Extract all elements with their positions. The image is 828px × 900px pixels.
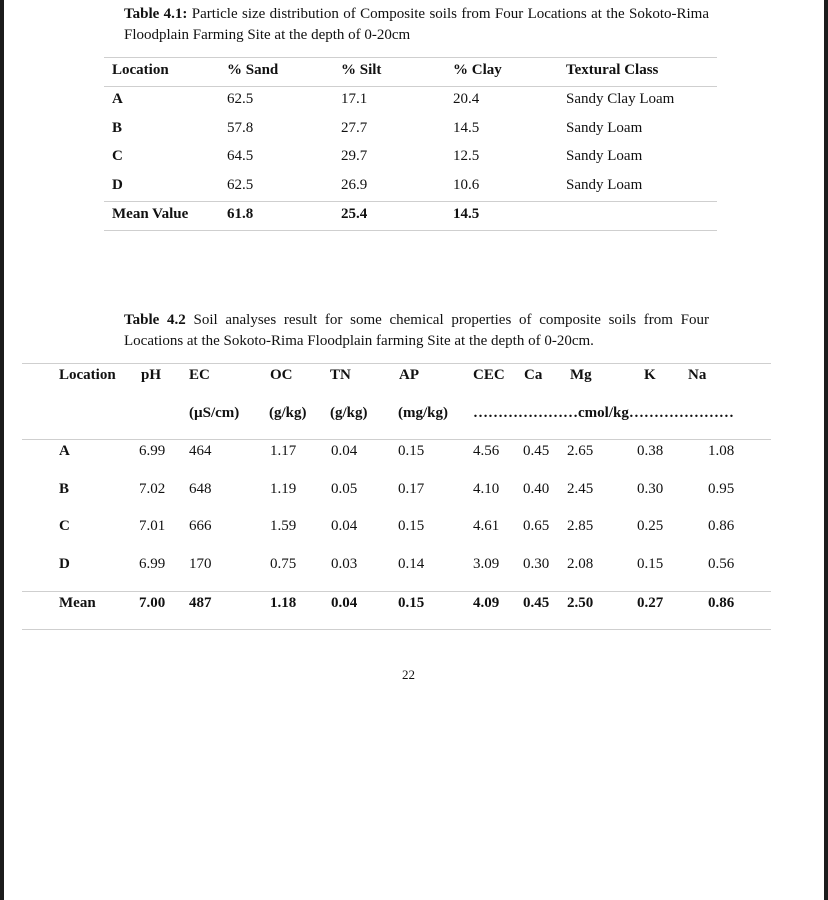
table-4-1-cell: Sandy Loam [566, 120, 643, 136]
table-4-2-cell: D [59, 556, 70, 572]
table-4-1-caption [124, 4, 709, 46]
table-4-1-cell: A [112, 91, 123, 107]
table-4-2-cell: 6.99 [139, 556, 166, 572]
table-4-2-mean-cell: 0.15 [398, 595, 425, 611]
table-4-2-cell: 0.25 [637, 518, 664, 534]
table-4-2-mean-cell: 0.04 [331, 595, 358, 611]
table-4-1-cell: 62.5 [227, 91, 254, 107]
table-4-2-mean-cell: Mean [59, 595, 96, 611]
table-4-2-cell: 0.15 [398, 443, 425, 459]
table-4-1-mean-cell: Mean Value [112, 206, 189, 222]
table-4-1-cell: 29.7 [341, 148, 368, 164]
table-4-2-unit-cell: (g/kg) [269, 405, 307, 421]
table-4-2-mean-cell: 0.45 [523, 595, 550, 611]
table-4-1-mean-cell: 61.8 [227, 206, 254, 222]
table-4-1-cell: 14.5 [453, 120, 480, 136]
table-4-1-cell: 12.5 [453, 148, 480, 164]
table-4-2-cell: A [59, 443, 70, 459]
table-4-2-mean-cell: 7.00 [139, 595, 166, 611]
table-4-2-cell: 7.02 [139, 481, 166, 497]
table-4-2-mean-cell: 1.18 [270, 595, 297, 611]
table-4-1-cell: 20.4 [453, 91, 480, 107]
table-4-2-cell: 1.17 [270, 443, 297, 459]
table-4-2-cell: 6.99 [139, 443, 166, 459]
table-4-1-cell: 64.5 [227, 148, 254, 164]
table-4-1-cell: 17.1 [341, 91, 368, 107]
table-4-2-header-cell: AP [399, 367, 419, 383]
table-4-2-header-cell: CEC [473, 367, 505, 383]
table-4-2-mean-cell: 0.27 [637, 595, 664, 611]
table-4-2-cell: 0.17 [398, 481, 425, 497]
table-4-2-bottom-rule [22, 629, 771, 630]
table-4-1-cell: 27.7 [341, 120, 368, 136]
table-4-2-cell: 0.38 [637, 443, 664, 459]
table-4-1-cell: C [112, 148, 123, 164]
table-4-1-cell: 62.5 [227, 177, 254, 193]
table-4-2-cell: 0.03 [331, 556, 358, 572]
table-4-2-header-rule [22, 439, 771, 440]
table-4-2-cell: 0.65 [523, 518, 550, 534]
table-4-2-cell: 1.08 [708, 443, 735, 459]
table-4-2-cell: 2.65 [567, 443, 594, 459]
table-4-2-cell: 4.61 [473, 518, 500, 534]
table-4-1-cell: Sandy Clay Loam [566, 91, 675, 107]
table-4-2-cell: 0.15 [637, 556, 664, 572]
table-4-2-cell: 0.04 [331, 518, 358, 534]
table-4-2-mean-cell: 2.50 [567, 595, 594, 611]
table-4-2-mean-rule [22, 591, 771, 592]
table-4-2-cell: 0.15 [398, 518, 425, 534]
table-4-1-bottom-rule [104, 230, 717, 231]
table-4-2-cell: 0.86 [708, 518, 735, 534]
table-4-1-cell: D [112, 177, 123, 193]
table-4-2-cell: 0.95 [708, 481, 735, 497]
table-4-1-header-cell: Textural Class [566, 62, 659, 78]
table-4-1-mean-rule [104, 201, 717, 202]
table-4-2-cell: 0.56 [708, 556, 735, 572]
table-4-2-cell: 7.01 [139, 518, 166, 534]
table-4-2-cell: 170 [189, 556, 212, 572]
table-4-2-cell: 0.40 [523, 481, 550, 497]
table-4-2-header-cell: K [644, 367, 656, 383]
table-4-2-mean-cell: 0.86 [708, 595, 735, 611]
table-4-2-header-cell: Location [59, 367, 116, 383]
table-4-1-cell: 57.8 [227, 120, 254, 136]
table-4-1-header-cell: % Silt [341, 62, 382, 78]
table-4-2-cell: 4.10 [473, 481, 500, 497]
table-4-2-header-cell: Ca [524, 367, 543, 383]
table-4-1-cell: 10.6 [453, 177, 480, 193]
table-4-2-top-rule [22, 363, 771, 364]
table-4-2-cell: 0.14 [398, 556, 425, 572]
table-4-1-mean-cell: 25.4 [341, 206, 368, 222]
table-4-2-caption-text: Soil analyses result for some chemical properties of composite soils from Four Locations at the Sokoto-Rima Floodplain farming Site at the depth of 0-20cm. [124, 312, 709, 349]
table-4-1-top-rule [104, 57, 717, 58]
table-4-2-header-cell: Na [688, 367, 707, 383]
table-4-2-unit-cell: (µS/cm) [189, 405, 240, 421]
table-4-2-cell: 0.30 [637, 481, 664, 497]
table-4-2-cell: 2.45 [567, 481, 594, 497]
table-4-1-mean-cell: 14.5 [453, 206, 480, 222]
table-4-2-cell: 0.75 [270, 556, 297, 572]
table-4-2-cell: 1.59 [270, 518, 297, 534]
table-4-1-cell: Sandy Loam [566, 177, 643, 193]
table-4-1-cell: 26.9 [341, 177, 368, 193]
table-4-2-unit-cell: (g/kg) [330, 405, 368, 421]
table-4-1-header-cell: Location [112, 62, 169, 78]
table-4-2-cell: 0.05 [331, 481, 358, 497]
table-4-1-header-rule [104, 86, 717, 87]
table-4-2-header-cell: EC [189, 367, 210, 383]
table-4-2-cell: B [59, 481, 70, 497]
table-4-2-cell: C [59, 518, 70, 534]
page-number: 22 [402, 667, 415, 682]
table-4-2-cell: 0.30 [523, 556, 550, 572]
table-4-1-label: Table 4.1: [124, 6, 188, 22]
table-4-2-unit-cell: …………………cmol/kg………………… [473, 405, 734, 421]
table-4-1-cell: B [112, 120, 123, 136]
table-4-2-cell: 2.08 [567, 556, 594, 572]
table-4-2-cell: 4.56 [473, 443, 500, 459]
table-4-2-cell: 0.45 [523, 443, 550, 459]
table-4-2-label: Table 4.2 [124, 312, 186, 328]
table-4-1-header-cell: % Clay [453, 62, 502, 78]
document-page [4, 0, 824, 900]
table-4-2-caption [124, 310, 709, 352]
table-4-2-cell: 3.09 [473, 556, 500, 572]
table-4-2-unit-cell: (mg/kg) [398, 405, 448, 421]
table-4-2-cell: 0.04 [331, 443, 358, 459]
table-4-2-header-cell: Mg [570, 367, 592, 383]
table-4-1-caption-text: Particle size distribution of Composite soils from Four Locations at the Sokoto-Rima Floodplain Farming Site at the depth of 0-20cm [124, 6, 710, 43]
table-4-2-cell: 648 [189, 481, 212, 497]
table-4-1-header-cell: % Sand [227, 62, 279, 78]
table-4-2-cell: 666 [189, 518, 212, 534]
table-4-2-cell: 2.85 [567, 518, 594, 534]
table-4-2-header-cell: OC [270, 367, 293, 383]
table-4-1-cell: Sandy Loam [566, 148, 643, 164]
table-4-2-header-cell: TN [330, 367, 351, 383]
table-4-2-cell: 1.19 [270, 481, 297, 497]
table-4-2-header-cell: pH [141, 367, 162, 383]
table-4-2-mean-cell: 487 [189, 595, 212, 611]
table-4-2-cell: 464 [189, 443, 212, 459]
table-4-2-mean-cell: 4.09 [473, 595, 500, 611]
